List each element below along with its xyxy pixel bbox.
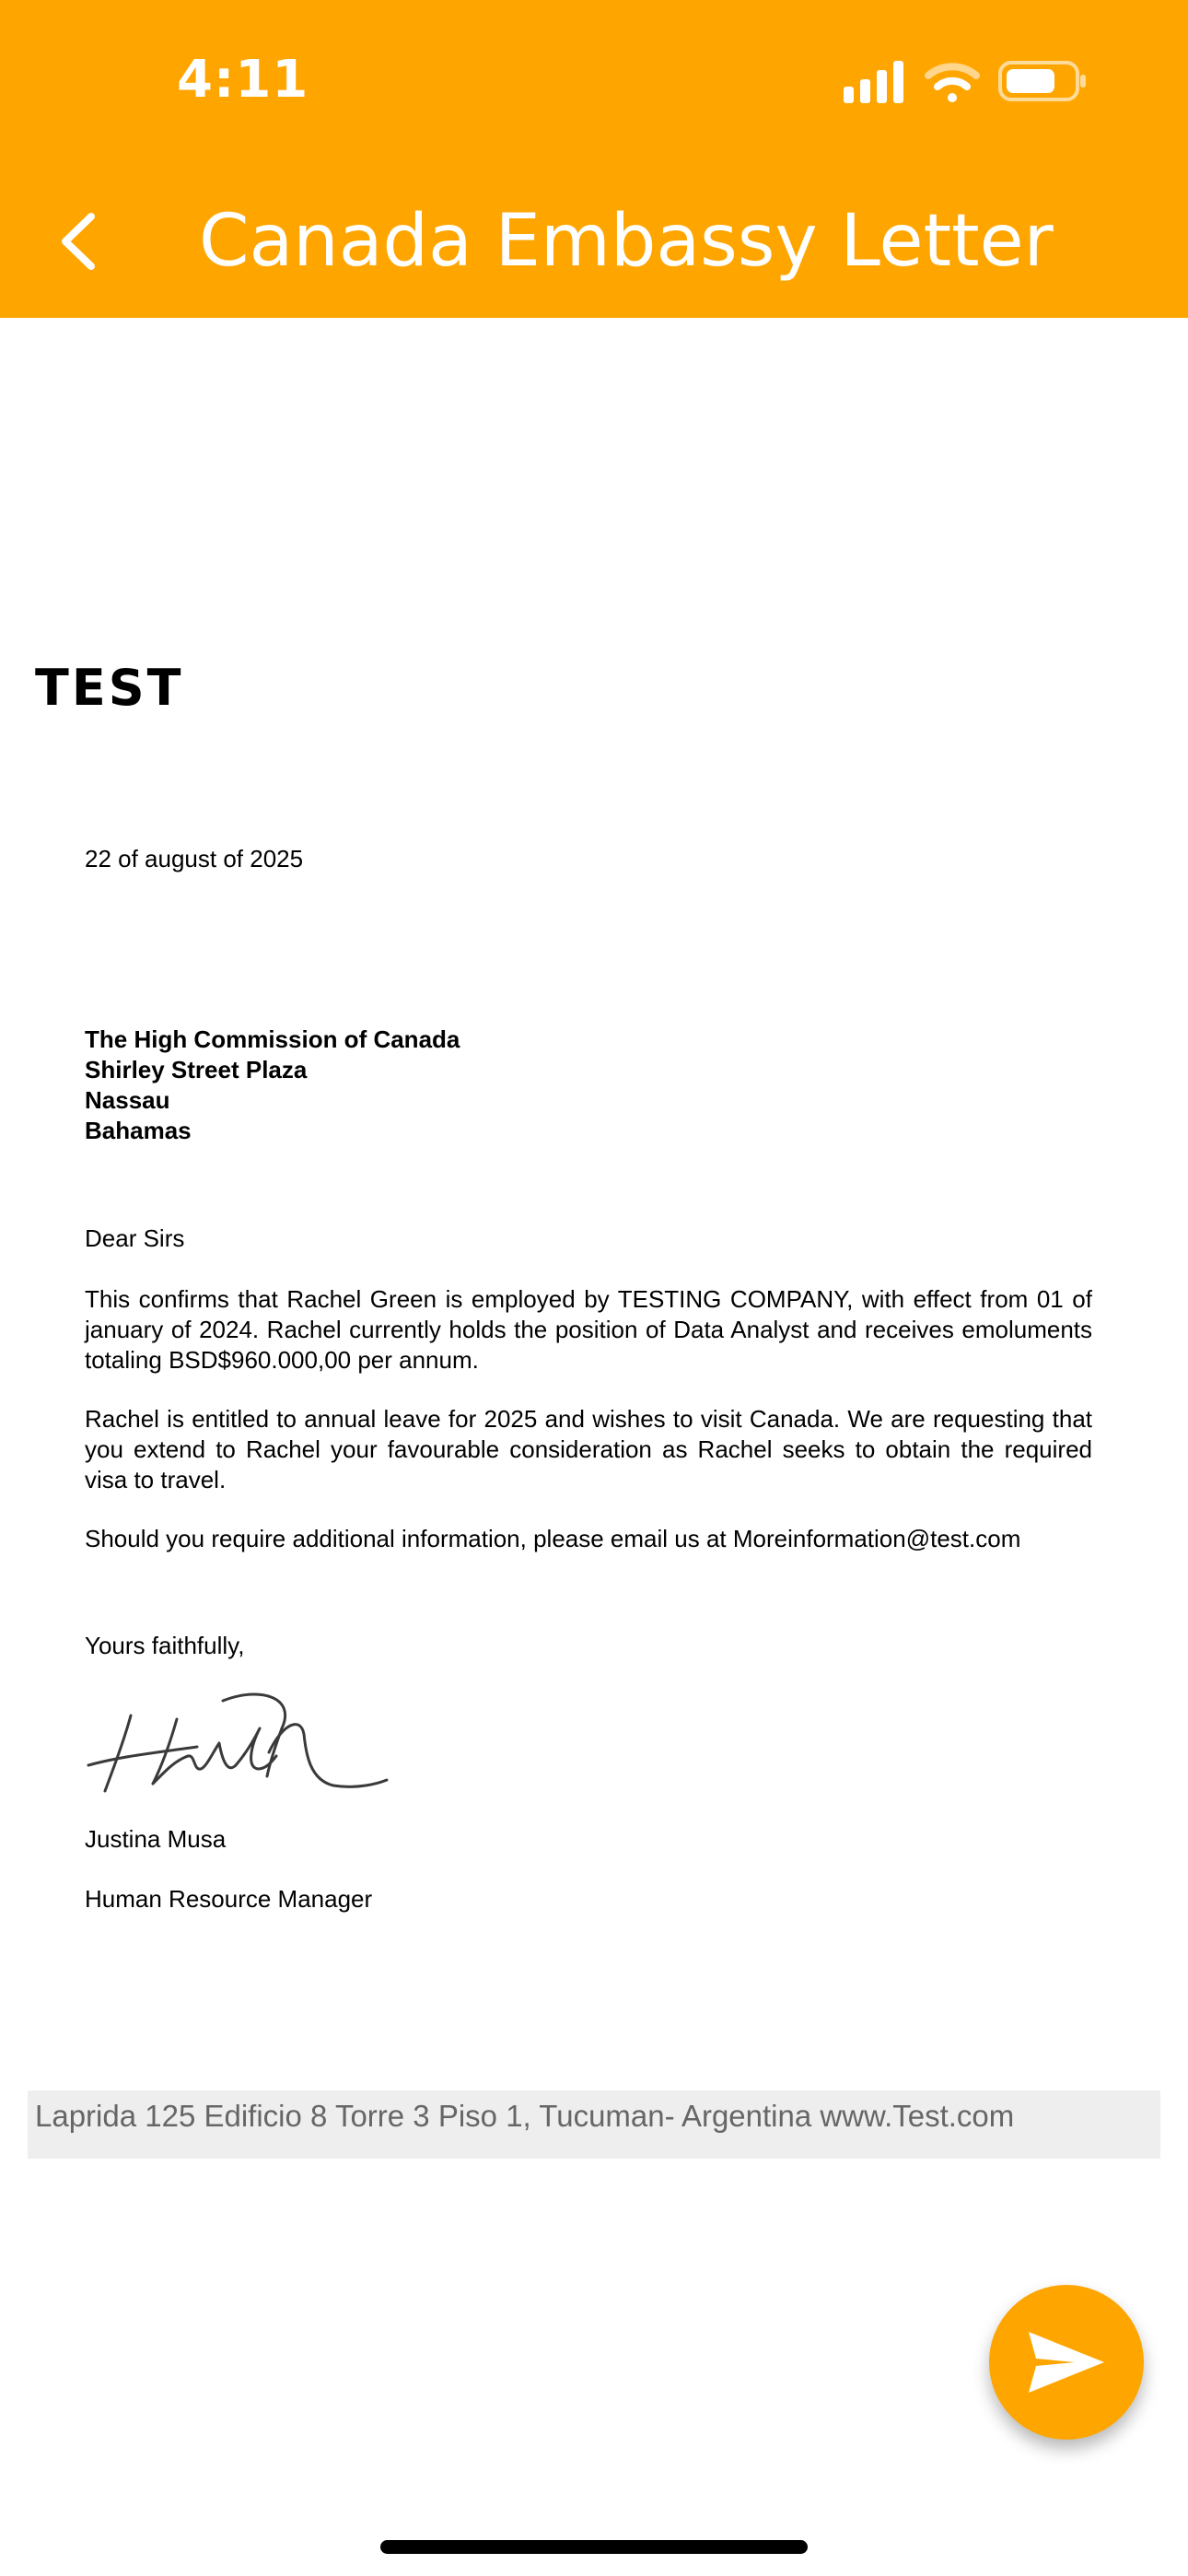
back-button[interactable] [37,195,120,287]
status-icons [840,55,1089,107]
company-logo: TEST [35,659,184,717]
letter-footer [28,2090,1160,2159]
letter-paragraph: Should you require additional information, please email us at Moreinformation@test.com [85,1525,1021,1552]
wifi-icon [928,66,976,102]
signature-image [85,1688,398,1798]
address-line: Shirley Street Plaza [85,1056,308,1083]
letter-paragraph: Rachel is entitled to annual leave for 2025 and wishes to visit Canada. We are requesting that you extend to Rachel your favourable consideration as Rachel seeks to obtain the required visa to travel. [85,1405,1092,1493]
footer-address: Laprida 125 Edificio 8 Torre 3 Piso 1, Tucuman- Argentina www.Test.com [35,2099,1015,2133]
signer-role: Human Resource Manager [85,1885,373,1913]
letter-paragraph: This confirms that Rachel Green is employed by TESTING COMPANY, with effect from 01 of january of 2024. Rachel currently holds the position of Data Analyst and receives emoluments totaling BSD$960.000,00 per annum. [85,1285,1092,1374]
chevron-left-icon [56,209,100,274]
closing: Yours faithfully, [85,1632,245,1659]
address-line: Bahamas [85,1117,192,1144]
page-title: Canada Embassy Letter [199,200,1054,283]
home-indicator [380,2540,808,2554]
send-button[interactable] [989,2285,1144,2440]
app-header [0,0,1188,318]
address-line: The High Commission of Canada [85,1025,460,1053]
send-icon [1027,2330,1106,2395]
salutation: Dear Sirs [85,1224,185,1252]
cellular-signal-icon [844,61,903,103]
recipient-address [85,1025,1092,1146]
status-time: 4:11 [177,50,309,110]
letter-date: 22 of august of 2025 [85,845,304,872]
address-line: Nassau [85,1086,170,1114]
signer-name: Justina Musa [85,1825,227,1853]
battery-icon [1000,63,1086,100]
